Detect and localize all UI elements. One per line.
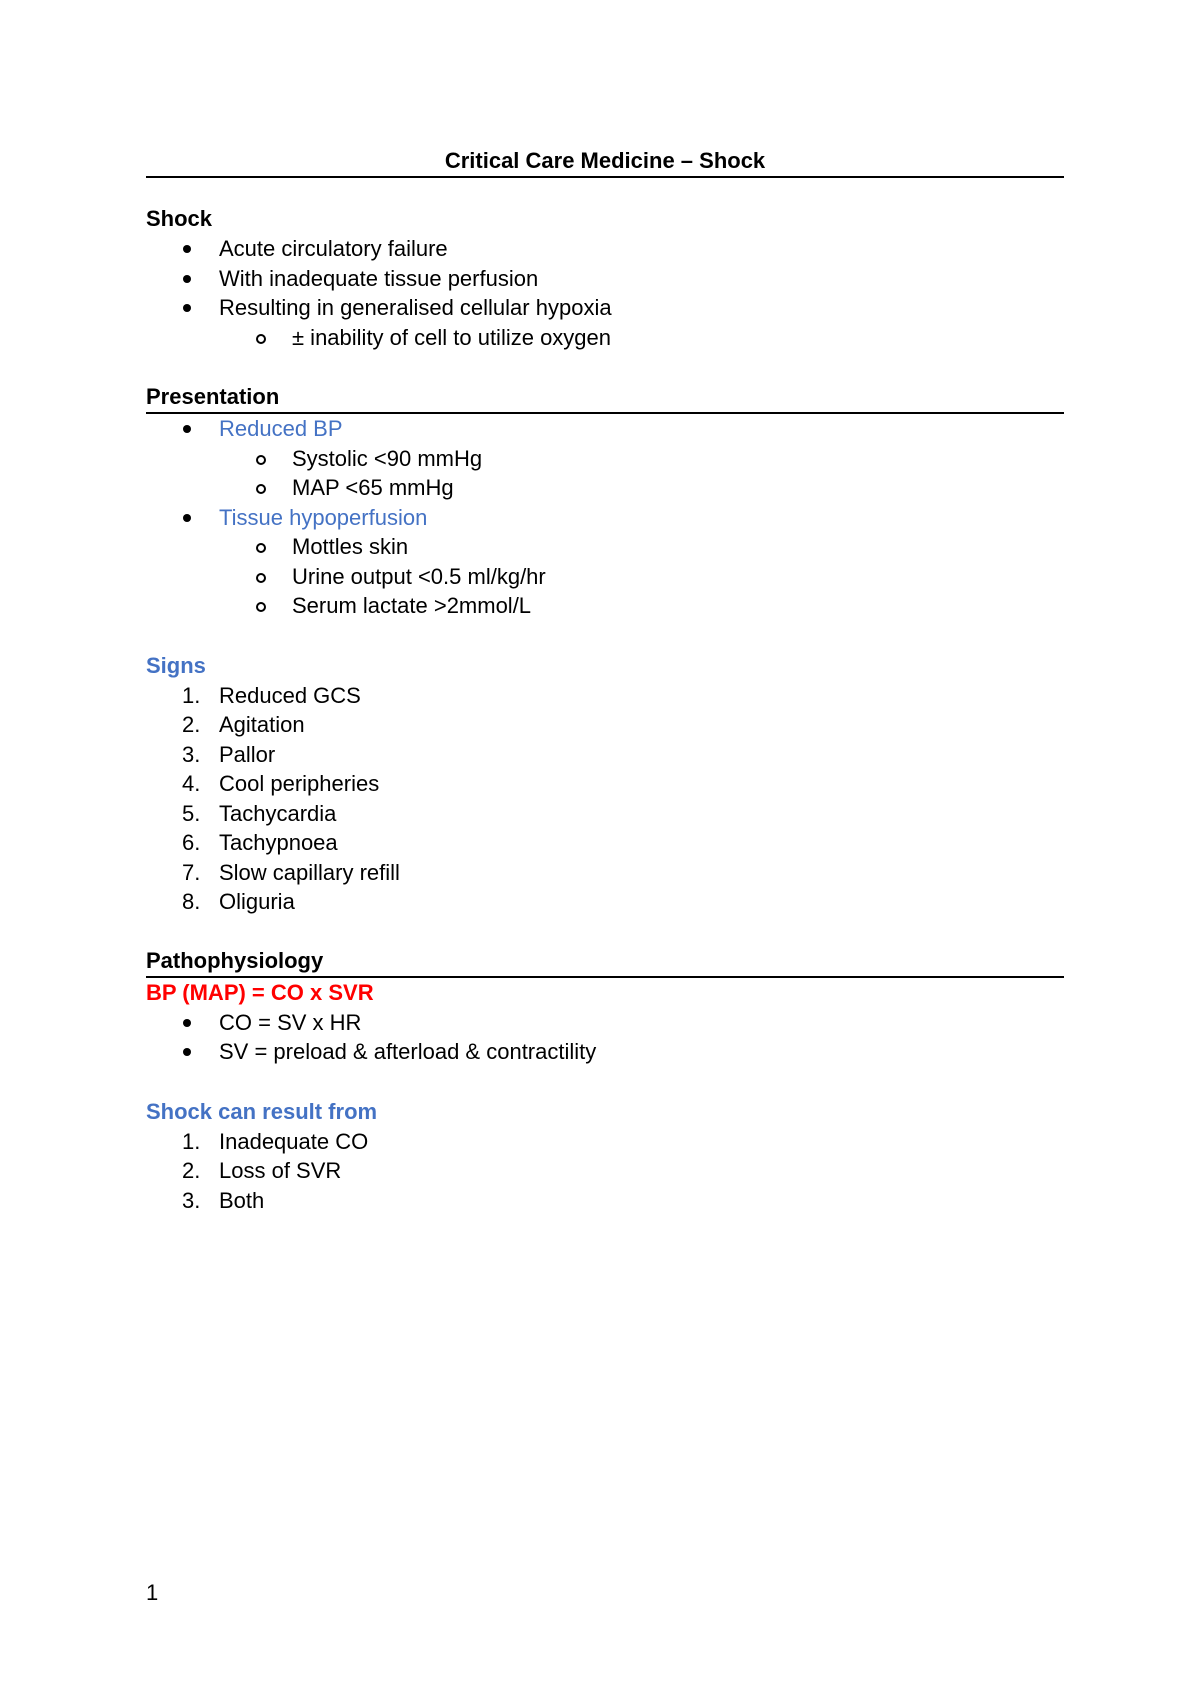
list-item-text: Resulting in generalised cellular hypoxia	[219, 295, 612, 320]
bullet-icon	[183, 245, 191, 253]
list-item-text: Tachycardia	[219, 800, 337, 826]
list-item	[146, 1186, 1064, 1216]
sub-list-item	[146, 562, 1064, 592]
document-body	[146, 146, 1064, 1215]
sub-list-item	[146, 323, 1064, 353]
bullet-icon	[183, 1048, 191, 1056]
sub-list-item	[146, 591, 1064, 621]
section-heading-presentation: Presentation	[146, 382, 1064, 414]
list-item-text: Mottles skin	[292, 534, 409, 559]
circle-bullet-icon	[256, 602, 266, 612]
list-item-text: Serum lactate >2mmol/L	[292, 593, 532, 618]
list-item	[146, 503, 1064, 533]
list-item-text: Acute circulatory failure	[219, 236, 448, 261]
list-item	[146, 1156, 1064, 1186]
sub-list-item	[146, 444, 1064, 474]
list-number: 1.	[182, 1128, 201, 1154]
list-item-text: Slow capillary refill	[219, 859, 400, 885]
list-number: 1.	[182, 682, 201, 708]
list-item	[146, 264, 1064, 294]
list-item-text: Loss of SVR	[219, 1158, 342, 1183]
pathophysiology-list	[146, 1008, 1064, 1067]
list-number: 6.	[182, 830, 201, 855]
bullet-icon	[183, 514, 191, 522]
list-item	[146, 1037, 1064, 1067]
list-number: 2.	[182, 712, 201, 737]
pathophysiology-formula: BP (MAP) = CO x SVR	[146, 979, 374, 1005]
list-number: 3.	[182, 1187, 201, 1213]
list-number: 2.	[182, 1158, 201, 1183]
list-item-text: Inadequate CO	[219, 1128, 369, 1154]
shock-causes-list	[146, 1127, 1064, 1216]
list-item-text: Urine output <0.5 ml/kg/hr	[292, 563, 546, 589]
list-item	[146, 293, 1064, 323]
presentation-list	[146, 414, 1064, 621]
signs-list	[146, 681, 1064, 917]
section-heading-signs: Signs	[146, 652, 206, 678]
list-item	[146, 740, 1064, 770]
list-item	[146, 1127, 1064, 1157]
list-item-text: SV = preload & afterload & contractility	[219, 1039, 597, 1064]
list-item-text: Pallor	[219, 741, 276, 767]
list-item	[146, 799, 1064, 829]
list-item	[146, 681, 1064, 711]
circle-bullet-icon	[256, 484, 266, 494]
list-item-label-tissue-hypoperfusion: Tissue hypoperfusion	[219, 504, 428, 530]
list-item	[146, 710, 1064, 740]
list-number: 4.	[182, 771, 201, 796]
section-heading-shock: Shock	[146, 206, 213, 231]
bullet-icon	[183, 275, 191, 283]
shock-list	[146, 234, 1064, 352]
list-item	[146, 887, 1064, 917]
list-item-text: Reduced GCS	[219, 682, 361, 708]
section-heading-shock-causes: Shock can result from	[146, 1098, 378, 1124]
circle-bullet-icon	[256, 334, 266, 344]
list-item-text: Oliguria	[219, 889, 295, 914]
circle-bullet-icon	[256, 455, 266, 465]
list-item-text: Tachypnoea	[219, 830, 338, 855]
list-item	[146, 1008, 1064, 1038]
list-item-text: Agitation	[219, 712, 305, 737]
list-item-text: MAP <65 mmHg	[292, 475, 454, 500]
list-item	[146, 234, 1064, 264]
list-item	[146, 828, 1064, 858]
sub-list-item	[146, 532, 1064, 562]
list-number: 5.	[182, 800, 201, 826]
list-number: 3.	[182, 741, 201, 767]
circle-bullet-icon	[256, 543, 266, 553]
list-item	[146, 769, 1064, 799]
document-title: Critical Care Medicine – Shock	[146, 146, 1064, 178]
list-item-text: Systolic <90 mmHg	[292, 445, 483, 471]
list-number: 7.	[182, 859, 201, 885]
circle-bullet-icon	[256, 573, 266, 583]
list-item-label-reduced-bp: Reduced BP	[219, 416, 343, 441]
bullet-icon	[183, 425, 191, 433]
list-item	[146, 858, 1064, 888]
bullet-icon	[183, 1019, 191, 1027]
page-number: 1	[146, 1580, 159, 1605]
list-item	[146, 414, 1064, 444]
list-number: 8.	[182, 889, 201, 914]
list-item-text: ± inability of cell to utilize oxygen	[292, 324, 612, 350]
list-item-text: Cool peripheries	[219, 771, 380, 796]
bullet-icon	[183, 304, 191, 312]
list-item-text: CO = SV x HR	[219, 1009, 362, 1035]
list-item-text: With inadequate tissue perfusion	[219, 265, 539, 291]
list-item-text: Both	[219, 1187, 265, 1213]
section-heading-pathophysiology: Pathophysiology	[146, 946, 1064, 978]
sub-list-item	[146, 473, 1064, 503]
